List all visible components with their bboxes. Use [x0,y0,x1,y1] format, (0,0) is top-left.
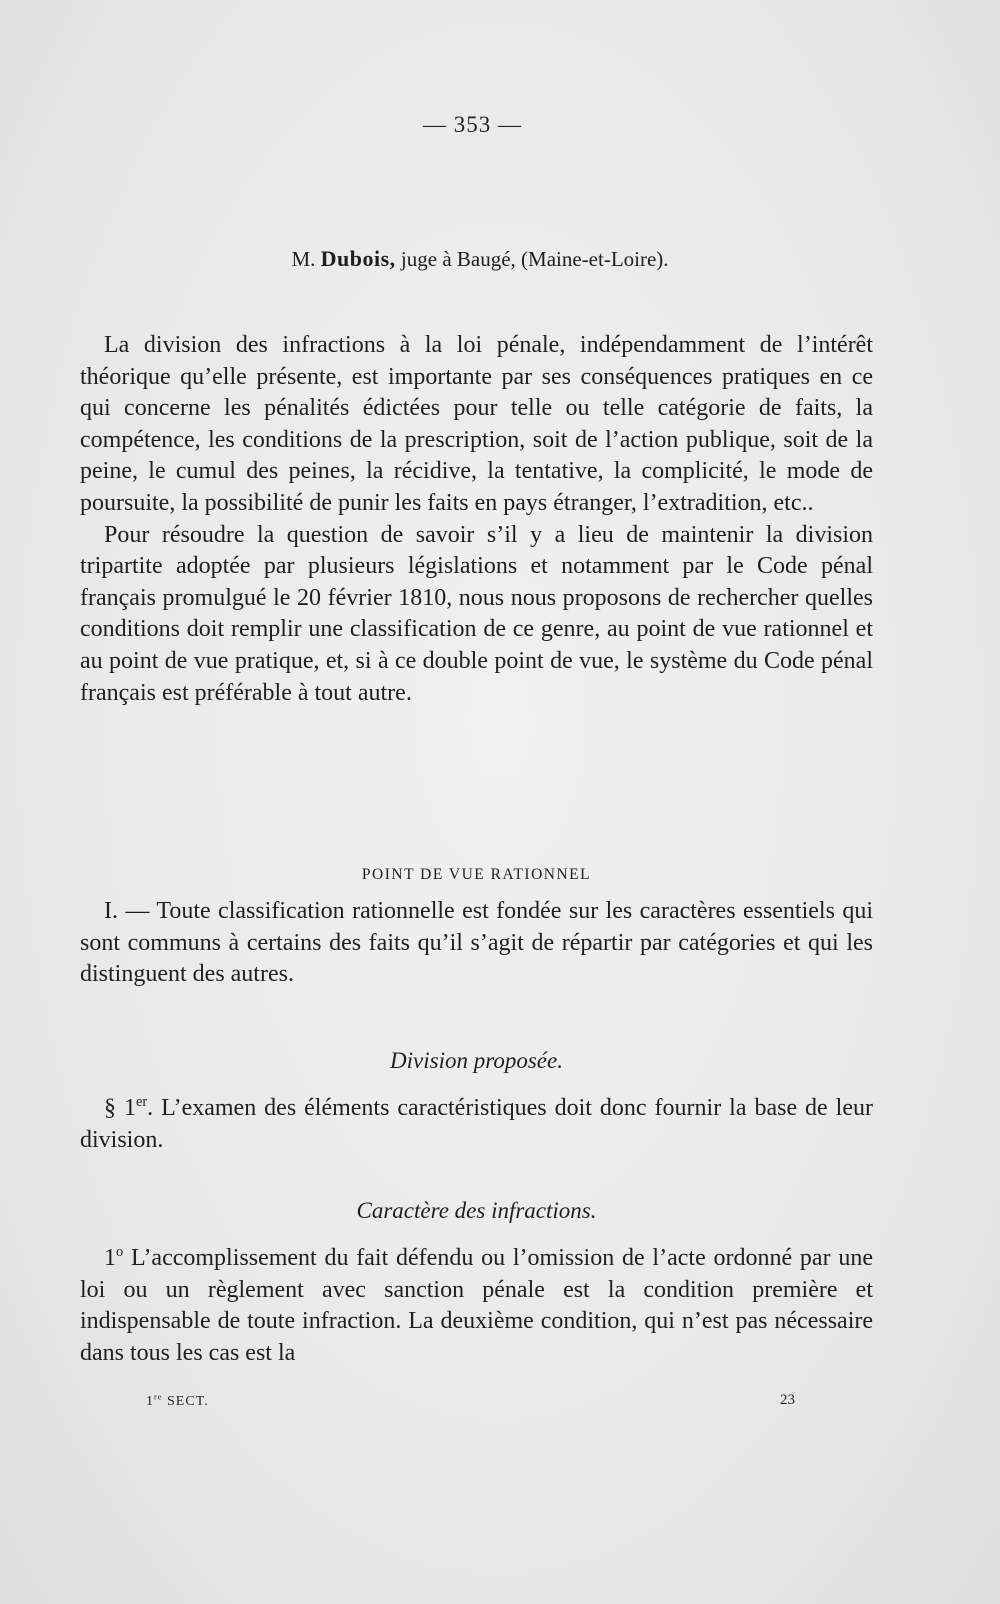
division-heading: Division proposée. [390,1048,563,1073]
footer-signature-number: 23 [780,1392,795,1408]
author-line [0,246,960,272]
caractere-marker: 1 [104,1245,116,1271]
footer-section-sup: re [154,1392,163,1402]
footer-section-number: 1 [146,1394,154,1409]
rationnel-section [80,896,873,991]
author-role: juge à Baugé, (Maine-et-Loire). [395,247,669,271]
intro-section [80,330,873,709]
caractere-paragraph [80,1243,873,1369]
caractere-text: L’accomplissement du fait défendu ou l’omission de l’acte ordonné par une loi ou un règlement avec sanction pénale est la condition première et indispensable de toute infraction. La deuxième condition, qui n’est pas nécessaire dans tous les cas est la [80,1245,873,1366]
division-text: . L’examen des éléments caractéristiques doit donc fournir la base de leur division. [80,1095,873,1153]
caractere-section [80,1243,873,1369]
rationnel-paragraph: I. — Toute classification rationnelle est fondée sur les caractères essentiels qui sont communs à certains des faits qu’il s’agit de répartir par catégories et qui les distinguent des autres. [80,898,873,988]
page-number: — 353 — [423,112,522,137]
division-paragraph [80,1093,873,1156]
footer-section-label [146,1394,209,1410]
author-prefix: M. [291,247,321,271]
division-section [80,1093,873,1156]
footer-section-text: SECT. [162,1394,209,1409]
section-heading-rationnel: POINT DE VUE RATIONNEL [361,866,592,883]
division-marker-sup: er [135,1094,148,1110]
intro-paragraph-1: La division des infractions à la loi pénale, indépendamment de l’intérêt théorique qu’elle présente, est importante par ses conséquences pratiques en ce qui concerne les pénalités édictées pour telle ou telle catégorie de faits, la compétence, les conditions de la prescription, soit de l’action publique, soit de la peine, le cumul des peines, la récidive, la tentative, la complicité, le mode de poursuite, la possibilité de punir les faits en pays étranger, l’extradition, etc.. [80,332,873,516]
caractere-marker-sup: o [116,1244,124,1260]
division-marker: § 1 [104,1095,136,1121]
intro-paragraph-2: Pour résoudre la question de savoir s’il y a lieu de maintenir la division tripartite adoptée par plusieurs législations et notamment par le Code pénal français promulgué le 20 février 1810, nous nous proposons de rechercher quelles conditions doit remplir une classification de ce genre, au point de vue rationnel et au point de vue pratique, et, si à ce double point de vue, le système du Code pénal français est préférable à tout autre. [80,521,873,706]
author-name: Dubois, [320,246,396,271]
caractere-heading: Caractère des infractions. [356,1198,597,1223]
